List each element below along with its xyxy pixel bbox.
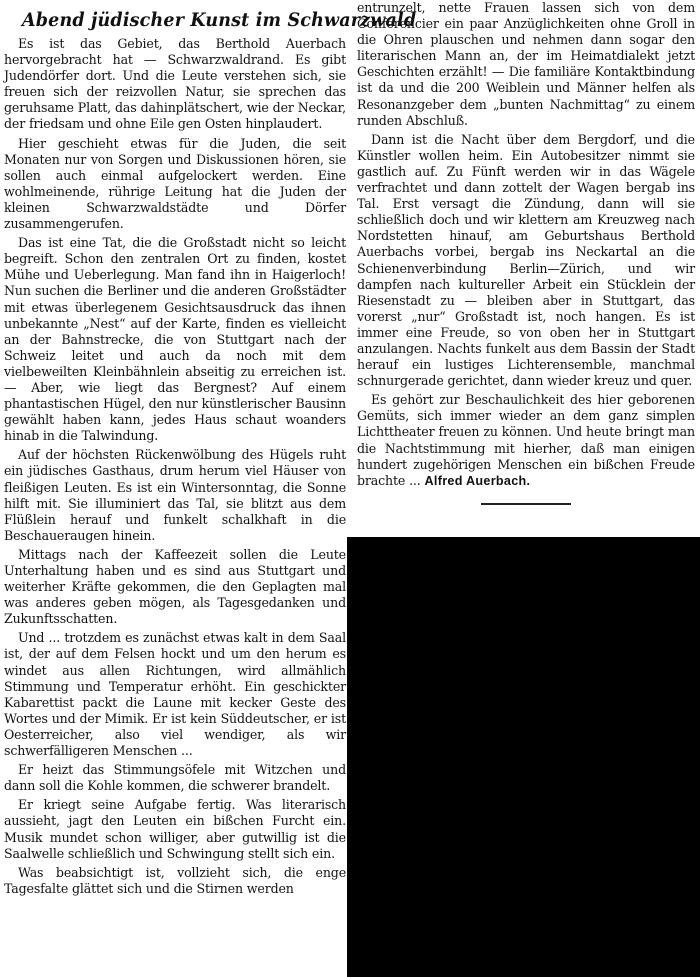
paragraph: Es ist das Gebiet, das Berthold Auerbach hervorgebracht hat — Schwarzwaldrand. Es gibt Judendörfer dort. Und die Leute verstehen sich, sie freuen sich der reizvollen Natur, sie sprechen das geruhsame Platt, das dahinplätschert, wie der Neckar, der friedsam und ohne Eile gen Osten hinplaudert. — [4, 36, 346, 132]
paragraph: Er heizt das Stimmungsöfele mit Witzchen und dann soll die Kohle kommen, die schwerer brandelt. — [4, 762, 346, 794]
paragraph: Dann ist die Nacht über dem Bergdorf, und die Künstler wollen heim. Ein Autobesitzer nimmt sie gastlich auf. Zu Fünft werden wir in das Wägele verfrachtet und dann zottelt der Wagen bergab ins Tal. Erst versagt die Zündung, dann will sie schließlich doch und wir klettern am Kreuzweg nach Nordstetten hinauf, am Geburtshaus Berthold Auerbachs vorbei, bergab ins Neckartal an die Schienenverbindung Berlin—Zürich, und wir dampfen nach kultureller Arbeit ein Stücklein der Riesenstadt zu — bleiben aber in Stuttgart, das vorerst „nur“ Großstadt ist, noch hangen. Es ist immer eine Freude, so von oben her in Stuttgart anzulangen. Nachts funkelt aus dem Bassin der Stadt herauf ein lustiges Lichterensemble, manchmal schnurgerade gerichtet, dann wieder kreuz und quer. — [357, 131, 695, 389]
article-title: Abend jüdischer Kunst im Schwarzwald — [22, 9, 417, 31]
paragraph: Auf der höchsten Rückenwölbung des Hügels ruht ein jüdisches Gasthaus, drum herum viel Häuser von fleißigen Leuten. Es ist ein Wintersonntag, die Sonne hilft mit. Sie illuminiert das Tal, sie blitzt aus dem Flüßlein herauf und funkelt schalkhaft in die Beschaueraugen hinein. — [4, 447, 346, 543]
redaction-block — [347, 537, 700, 977]
end-rule — [481, 503, 571, 505]
paragraph: entrunzelt, nette Frauen lassen sich von dem Conférencier ein paar Anzüglichkeiten ohne Groll in die Ohren plauschen und nehmen dann sogar den literarischen Mann an, der im Heimatdialekt jetzt Geschichten erzählt! — Die familiäre Kontaktbindung ist da und die 200 Weiblein und Männer helfen als Resonanzgeber dem „bunten Nachmittag“ zu einem runden Abschluß. — [357, 0, 695, 128]
paragraph-text: Es gehört zur Beschaulichkeit des hier geborenen Gemüts, sich immer wieder an dem ganz simplen Lichttheater freuen zu können. Und heute bringt man die Nachtstimmung mit hierher, daß man einigen hundert zugehörigen Menschen ein bißchen Freude brachte ... — [357, 392, 695, 488]
paragraph — [357, 392, 695, 489]
paragraph: Und ... trotzdem es zunächst etwas kalt in dem Saal ist, der auf dem Felsen hockt und um den herum es windet aus allen Richtungen, wird allmählich Stimmung und Temperatur erhöht. Ein geschickter Kabarettist packt die Laune mit kecker Geste des Wortes und der Mimik. Er ist kein Süddeutscher, er ist Oesterreicher, also viel wendiger, als wir schwerfälligeren Menschen ... — [4, 630, 346, 759]
paragraph: Was beabsichtigt ist, vollzieht sich, die enge Tagesfalte glättet sich und die Stirnen werden — [4, 864, 346, 896]
left-column — [4, 0, 417, 900]
paragraph: Hier geschieht etwas für die Juden, die seit Monaten nur von Sorgen und Diskussionen hören, sie sollen auch einmal aufgelockert werden. Eine wohlmeinende, rührige Leitung hat die Juden der kleinen Schwarzwaldstädte und Dörfer zusammengerufen. — [4, 135, 346, 232]
paragraph: Er kriegt seine Aufgabe fertig. Was literarisch aussieht, jagt den Leuten ein bißchen Furcht ein. Musik mundet schon williger, aber gutwillig ist die Saalwelle schließlich und Schwingung stellt sich ein. — [4, 797, 346, 861]
right-column — [357, 0, 695, 505]
paragraph: Mittags nach der Kaffeezeit sollen die Leute Unterhaltung haben und es sind aus Stuttgart und weiterher Kräfte gekommen, die den Geplagten mal was anderes geben mögen, als Tagesgedanken und Zukunftsschatten. — [4, 546, 346, 627]
author-signature: Alfred Auerbach. — [424, 473, 531, 488]
paragraph: Das ist eine Tat, die die Großstadt nicht so leicht begreift. Schon den zentralen Ort zu finden, kostet Mühe und Ueberlegung. Man fand ihn in Haigerloch! Nun suchen die Berliner und die anderen Großstädter mit etwas überlegenem Gesichtsausdruck das ihnen unbekannte „Nest“ auf der Karte, finden es vielleicht an der Bahnstrecke, die von Stuttgart nach der Schweiz leitet und auch da noch mit dem vielbeweilten Kleinbähnlein abseitig zu erreichen ist. — Aber, wie liegt das Bergnest? Auf einem phantastischen Hügel, den nur künstlerischer Bausinn gewählt haben kann, jedes Haus schaut woanders hinab in die Talwindung. — [4, 235, 346, 444]
